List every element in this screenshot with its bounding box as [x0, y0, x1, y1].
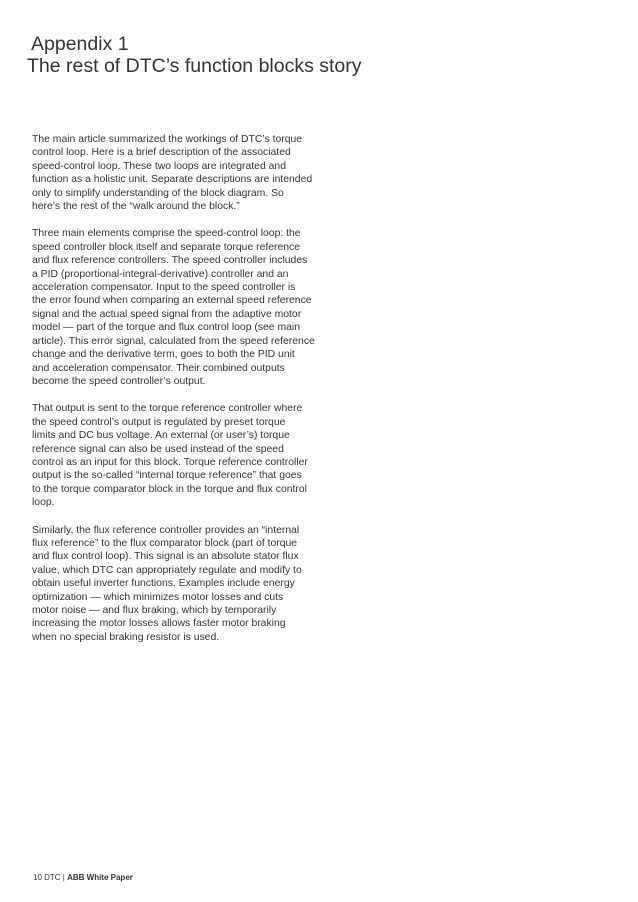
- footer-page-info: 10 DTC |: [33, 873, 68, 882]
- body-text: [32, 133, 322, 658]
- page-title: The rest of DTC’s function blocks story: [27, 55, 362, 77]
- footer-publication: ABB White Paper: [67, 873, 133, 882]
- paragraph-intro: The main article summarized the workings of DTC’s torque control loop. Here is a brief description of the associated speed-control loop. These two loops are integrated and function as a holistic unit. Separate descriptions are intended only to simplify understanding of the block diagram. So here’s the rest of the “walk around the block.”: [32, 134, 313, 213]
- appendix-label: Appendix 1: [31, 33, 129, 55]
- page-heading: [27, 33, 591, 77]
- paragraph-speed-control: Three main elements comprise the speed-control loop: the speed controller block itself and separate torque reference and flux reference controllers. The speed controller includes a PID (proportional-integral-derivative) controller and an acceleration compensator. Input to the speed controller is the error found when comparing an external speed reference signal and the actual speed signal from the adaptive motor model — part of the torque and flux control loop (see main article). This error signal, calculated from the speed reference change and the derivative term, goes to both the PID unit and acceleration compensator. Their combined outputs become the speed controller’s output.: [32, 228, 315, 387]
- paragraph-flux-reference: Similarly, the flux reference controller provides an “internal flux reference” to the flux comparator block (part of torque and flux control loop). This signal is an absolute stator flux value, which DTC can appropriately regulate and modify to obtain useful inverter functions. Examples include energy optimization — which minimizes motor losses and cuts motor noise — and flux braking, which by temporarily increasing the motor losses allows faster motor braking when no special braking resistor is used.: [32, 524, 302, 643]
- paragraph-torque-reference: That output is sent to the torque reference controller where the speed control’s output is regulated by preset torque limits and DC bus voltage. An external (or user’s) torque reference signal can also be used instead of the speed control as an input for this block. Torque reference controller output is the so-called “internal torque reference” that goes to the torque comparator block in the torque and flux control loop.: [32, 403, 308, 509]
- page-footer: [33, 873, 133, 883]
